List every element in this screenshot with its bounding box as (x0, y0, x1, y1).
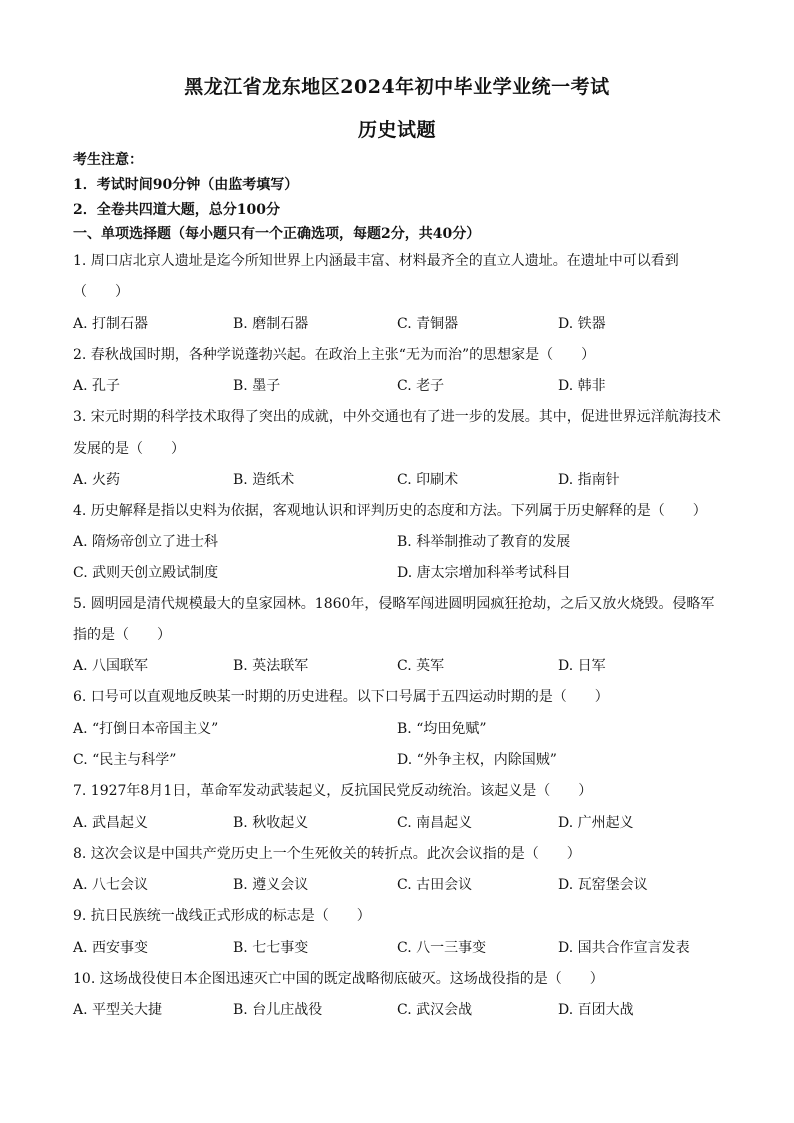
question-2-option-c: C. 老子 (397, 378, 445, 394)
question-8-option-b: B. 遵义会议 (233, 877, 309, 893)
question-5-option-d: D. 日军 (558, 658, 606, 674)
question-5-option-b: B. 英法联军 (233, 658, 309, 674)
question-4-option-a: A. 隋炀帝创立了进士科 (73, 534, 219, 550)
question-6-option-d: D. “外争主权，内除国贼” (397, 752, 557, 768)
question-9-option-c: C. 八一三事变 (397, 940, 487, 956)
question-2-option-b: B. 墨子 (233, 378, 281, 394)
question-4-option-d: D. 唐太宗增加科举考试科目 (397, 565, 571, 581)
notice-item-1: 1．考试时间90分钟（由监考填写） (73, 177, 299, 193)
question-7-option-c: C. 南昌起义 (397, 815, 473, 831)
question-2-option-d: D. 韩非 (558, 378, 606, 394)
question-3-option-c: C. 印刷术 (397, 472, 459, 488)
question-3-option-b: B. 造纸术 (233, 472, 295, 488)
question-4-option-c: C. 武则天创立殿试制度 (73, 565, 219, 581)
question-9-option-a: A. 西安事变 (73, 940, 149, 956)
question-7-option-d: D. 广州起义 (558, 815, 634, 831)
question-5-option-a: A. 八国联军 (73, 658, 149, 674)
question-5-option-c: C. 英军 (397, 658, 445, 674)
question-1-option-c: C. 青铜器 (397, 316, 459, 332)
question-1-stem-line-2: （ ） (73, 284, 129, 300)
question-10-option-c: C. 武汉会战 (397, 1002, 473, 1018)
question-1-option-a: A. 打制石器 (73, 316, 149, 332)
question-1-option-b: B. 磨制石器 (233, 316, 309, 332)
question-2-stem-line-1: 2. 春秋战国时期，各种学说蓬勃兴起。在政治上主张“无为而治”的思想家是（ ） (73, 347, 596, 363)
question-4-option-b: B. 科举制推动了教育的发展 (397, 534, 571, 550)
question-6-option-c: C. “民主与科学” (73, 752, 177, 768)
question-8-option-a: A. 八七会议 (73, 877, 149, 893)
question-3-option-a: A. 火药 (73, 472, 121, 488)
question-2-option-a: A. 孔子 (73, 378, 121, 394)
notice-item-2: 2．全卷共四道大题，总分100分 (73, 202, 280, 218)
question-10-option-a: A. 平型关大捷 (73, 1002, 163, 1018)
question-8-stem-line-1: 8. 这次会议是中国共产党历史上一个生死攸关的转折点。此次会议指的是（ ） (73, 846, 581, 862)
question-10-stem-line-1: 10. 这场战役使日本企图迅速灭亡中国的既定战略彻底破灭。这场战役指的是（ ） (73, 971, 604, 987)
question-3-stem-line-1: 3. 宋元时期的科学技术取得了突出的成就，中外交通也有了进一步的发展。其中，促进世界远洋航海技术 (73, 409, 721, 425)
question-3-stem-line-2: 发展的是（ ） (73, 441, 185, 457)
question-8-option-d: D. 瓦窑堡会议 (558, 877, 648, 893)
question-5-stem-line-2: 指的是（ ） (73, 627, 171, 643)
question-10-option-d: D. 百团大战 (558, 1002, 634, 1018)
question-7-option-b: B. 秋收起义 (233, 815, 309, 831)
question-9-stem-line-1: 9. 抗日民族统一战线正式形成的标志是（ ） (73, 908, 371, 924)
question-5-stem-line-1: 5. 圆明园是清代规模最大的皇家园林。1860年，侵略军闯进圆明园疯狂抢劫，之后又放火烧毁。侵略军 (73, 596, 715, 612)
notice-heading: 考生注意： (73, 152, 143, 168)
question-8-option-c: C. 古田会议 (397, 877, 473, 893)
section-1-heading: 一、单项选择题（每小题只有一个正确选项，每题2分，共40分） (73, 226, 481, 242)
exam-subtitle: 历史试题 (357, 119, 436, 141)
question-4-stem-line-1: 4. 历史解释是指以史料为依据，客观地认识和评判历史的态度和方法。下列属于历史解释的是（ ） (73, 503, 707, 519)
question-6-option-b: B. “均田免赋” (397, 721, 487, 737)
exam-title: 黑龙江省龙东地区2024年初中毕业学业统一考试 (184, 76, 610, 98)
question-7-option-a: A. 武昌起义 (73, 815, 149, 831)
question-9-option-b: B. 七七事变 (233, 940, 309, 956)
question-10-option-b: B. 台儿庄战役 (233, 1002, 323, 1018)
question-1-stem-line-1: 1. 周口店北京人遗址是迄今所知世界上内涵最丰富、材料最齐全的直立人遗址。在遗址中可以看到 (73, 253, 679, 269)
question-7-stem-line-1: 7. 1927年8月1日，革命军发动武装起义，反抗国民党反动统治。该起义是（ ） (73, 783, 593, 799)
question-6-stem-line-1: 6. 口号可以直观地反映某一时期的历史进程。以下口号属于五四运动时期的是（ ） (73, 689, 609, 705)
question-1-option-d: D. 铁器 (558, 316, 606, 332)
question-9-option-d: D. 国共合作宣言发表 (558, 940, 690, 956)
question-3-option-d: D. 指南针 (558, 472, 620, 488)
question-6-option-a: A. “打倒日本帝国主义” (73, 721, 219, 737)
